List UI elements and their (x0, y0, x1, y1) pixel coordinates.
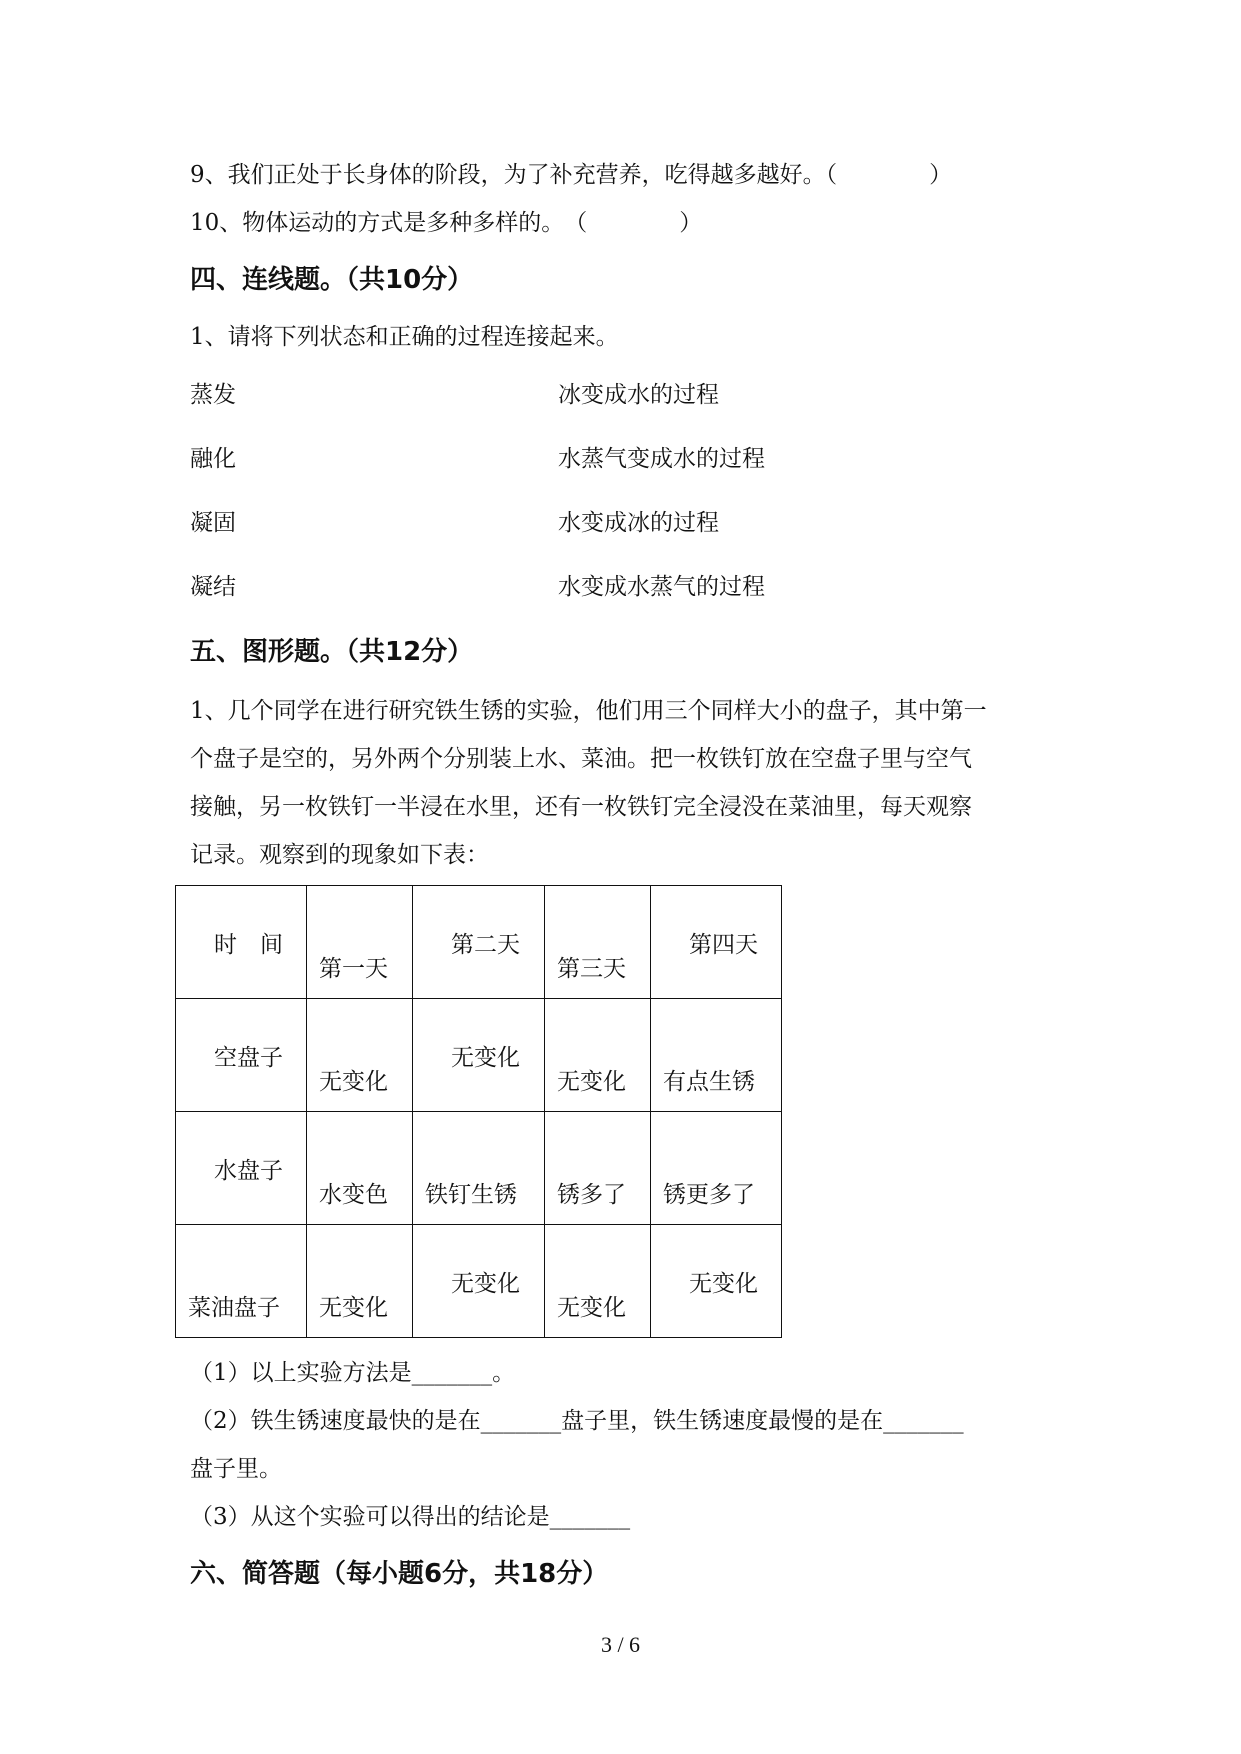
table-cell: 锈多了 (545, 1112, 651, 1225)
table-row (176, 1112, 782, 1225)
table-cell: 第二天 (413, 886, 545, 999)
table-row (176, 1225, 782, 1338)
table-cell: 锈更多了 (651, 1112, 782, 1225)
table-cell: 无变化 (413, 1225, 545, 1338)
sub-question-1: （1）以上实验方法是_______。 (190, 1360, 516, 1386)
table-cell: 无变化 (307, 1225, 413, 1338)
sub-question-2-line-2: 盘子里。 (190, 1456, 282, 1482)
table-cell: 铁钉生锈 (413, 1112, 545, 1225)
page-number: 3 / 6 (600, 1632, 641, 1657)
sub-question-3: （3）从这个实验可以得出的结论是_______ (190, 1504, 631, 1530)
matching-left-2: 融化 (190, 446, 236, 472)
table-cell: 第四天 (651, 886, 782, 999)
section-5-heading: 五、图形题。（共12分） (190, 637, 474, 667)
matching-right-4: 水变成水蒸气的过程 (558, 574, 765, 600)
section-4-heading: 四、连线题。（共10分） (190, 265, 474, 295)
section-5-question-line-1: 1、几个同学在进行研究铁生锈的实验，他们用三个同样大小的盘子，其中第一 (190, 698, 987, 724)
question-9: 9、我们正处于长身体的阶段，为了补充营养，吃得越多越好。（ ） (190, 162, 953, 188)
matching-right-2: 水蒸气变成水的过程 (558, 446, 765, 472)
matching-left-3: 凝固 (190, 510, 236, 536)
table-cell: 水变色 (307, 1112, 413, 1225)
observation-table (175, 885, 782, 1338)
table-cell: 无变化 (545, 999, 651, 1112)
section-5-question-line-2: 个盘子是空的，另外两个分别装上水、菜油。把一枚铁钉放在空盘子里与空气 (190, 746, 972, 772)
section-5-question-line-4: 记录。观察到的现象如下表： (190, 842, 489, 868)
table-cell: 第三天 (545, 886, 651, 999)
matching-right-3: 水变成冰的过程 (558, 510, 719, 536)
table-header-row (176, 886, 782, 999)
matching-left-4: 凝结 (190, 574, 236, 600)
question-10: 10、物体运动的方式是多种多样的。 （ ） (190, 210, 703, 236)
table-cell: 无变化 (545, 1225, 651, 1338)
matching-right-1: 冰变成水的过程 (558, 382, 719, 408)
section-4-question-1: 1、请将下列状态和正确的过程连接起来。 (190, 324, 619, 350)
table-row (176, 999, 782, 1112)
table-cell: 无变化 (413, 999, 545, 1112)
table-cell: 水盘子 (176, 1112, 307, 1225)
matching-left-1: 蒸发 (190, 382, 236, 408)
table-cell: 第一天 (307, 886, 413, 999)
section-6-heading: 六、简答题（每小题6分，共18分） (190, 1559, 609, 1589)
section-5-question-line-3: 接触，另一枚铁钉一半浸在水里，还有一枚铁钉完全浸没在菜油里，每天观察 (190, 794, 972, 820)
table-cell: 菜油盘子 (176, 1225, 307, 1338)
table-cell: 空盘子 (176, 999, 307, 1112)
table-cell: 无变化 (651, 1225, 782, 1338)
sub-question-2-line-1: （2）铁生锈速度最快的是在_______盘子里，铁生锈速度最慢的是在_______ (190, 1408, 964, 1434)
table-cell: 无变化 (307, 999, 413, 1112)
table-cell: 时 间 (176, 886, 307, 999)
table-cell: 有点生锈 (651, 999, 782, 1112)
